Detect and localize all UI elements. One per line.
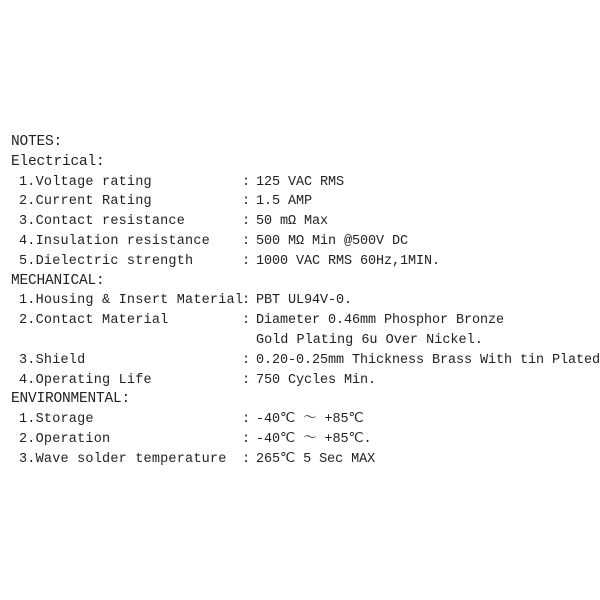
spec-separator: : xyxy=(242,293,251,309)
environmental-heading: ENVIRONMENTAL: xyxy=(11,391,131,408)
spec-row-voltage-rating xyxy=(11,173,596,193)
spec-value: 1000 VAC RMS 60Hz,1MIN. xyxy=(256,253,441,269)
spec-label: 4.Insulation resistance xyxy=(19,233,210,249)
spec-label: 1.Storage xyxy=(19,412,94,428)
spec-separator: : xyxy=(242,451,251,467)
spec-label: 2.Operation xyxy=(19,431,111,447)
spec-row-housing-material xyxy=(11,291,596,311)
spec-label: 1.Voltage rating xyxy=(19,174,152,190)
spec-value: 265℃ 5 Sec MAX xyxy=(256,451,376,467)
spec-separator: : xyxy=(242,313,251,329)
spec-label: 3.Wave solder temperature xyxy=(19,451,227,467)
spec-row-contact-material xyxy=(11,311,596,331)
spec-row-wave-solder-temperature xyxy=(11,450,596,470)
spec-value: 0.20-0.25mm Thickness Brass With tin Plated xyxy=(256,352,600,368)
spec-separator: : xyxy=(242,194,251,210)
spec-label: 4.Operating Life xyxy=(19,372,152,388)
spec-row-operation xyxy=(11,430,596,450)
notes-title: NOTES: xyxy=(11,134,63,150)
spec-row-insulation-resistance xyxy=(11,232,596,252)
mechanical-heading: MECHANICAL: xyxy=(11,272,105,289)
spec-value: -40℃ ～ +85℃. xyxy=(256,431,372,447)
spec-separator: : xyxy=(242,431,251,447)
notes-block xyxy=(11,133,600,470)
spec-separator: : xyxy=(242,352,251,368)
spec-separator: : xyxy=(242,412,251,428)
spec-separator: : xyxy=(242,253,251,269)
spec-label: 3.Shield xyxy=(19,352,86,368)
spec-row-dielectric-strength xyxy=(11,252,596,272)
spec-separator: : xyxy=(242,372,251,388)
spec-row-operating-life xyxy=(11,371,596,391)
spec-value-continuation: Gold Plating 6u Over Nickel. xyxy=(256,332,483,348)
spec-value: 750 Cycles Min. xyxy=(256,372,377,388)
spec-row-current-rating xyxy=(11,192,596,212)
spec-row-contact-resistance xyxy=(11,212,596,232)
spec-value: 50 mΩ Max xyxy=(256,214,329,230)
spec-value: 500 MΩ Min @500V DC xyxy=(256,233,409,249)
electrical-heading: Electrical: xyxy=(11,153,105,170)
spec-label: 3.Contact resistance xyxy=(19,214,186,230)
spec-label: 5.Dielectric strength xyxy=(19,253,194,269)
spec-value: 125 VAC RMS xyxy=(256,174,345,190)
spec-separator: : xyxy=(242,174,251,190)
spec-label: 2.Contact Material xyxy=(19,313,169,329)
spec-label: 2.Current Rating xyxy=(19,194,152,210)
spec-row-shield xyxy=(11,351,600,371)
spec-row-storage xyxy=(11,410,596,430)
spec-row-contact-material-continuation xyxy=(11,331,596,351)
spec-separator: : xyxy=(242,233,251,249)
spec-value: -40℃ ～ +85℃ xyxy=(256,412,364,428)
spec-separator: : xyxy=(242,214,251,230)
spec-value: PBT UL94V-0. xyxy=(256,293,353,309)
spec-label: 1.Housing & Insert Material xyxy=(19,293,244,309)
spec-value: Diameter 0.46mm Phosphor Bronze xyxy=(256,313,505,329)
spec-value: 1.5 AMP xyxy=(256,194,313,210)
